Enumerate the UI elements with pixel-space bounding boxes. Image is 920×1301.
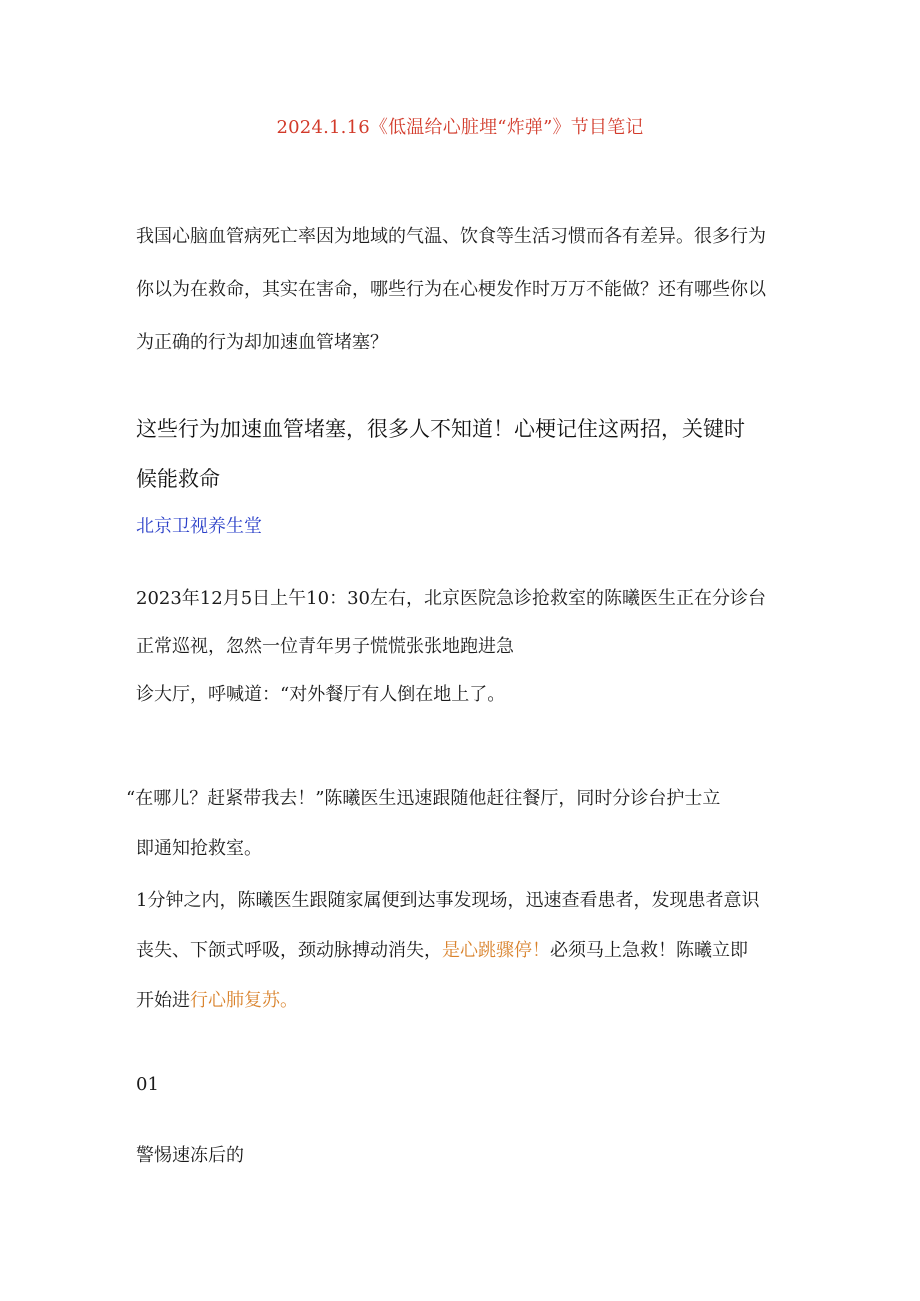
headline-line: 候能救命 xyxy=(136,467,220,491)
intro-line: 为正确的行为却加速血管堵塞？ xyxy=(136,332,388,353)
rescue-line xyxy=(136,926,786,976)
rescue-line: 1分钟之内，陈曦医生跟随家属便到达事发现场，迅速查看患者，发现患者意识 xyxy=(136,890,760,911)
story-paragraph xyxy=(136,575,786,719)
rescue-text: 开始进 xyxy=(136,990,190,1011)
document-title: 2024.1.16《低温给心脏埋“炸弹”》节目笔记 xyxy=(276,117,644,138)
intro-paragraph xyxy=(136,210,786,369)
story-line: 诊大厅，呼喊道：“对外餐厅有人倒在地上了。 xyxy=(136,684,506,705)
section-title: 警惕速冻后的 xyxy=(136,1145,244,1166)
article-headline xyxy=(136,404,796,504)
intro-line: 你以为在救命，其实在害命，哪些行为在心梗发作时万万不能做？还有哪些你以 xyxy=(136,279,766,300)
quote-line: 即通知抢救室。 xyxy=(136,838,262,859)
rescue-paragraph xyxy=(136,876,786,1026)
story-line: 正常巡视，忽然一位青年男子慌慌张张地跑进急 xyxy=(136,636,514,657)
quote-line: “在哪儿？赶紧带我去！”陈曦医生迅速跟随他赶往餐厅，同时分诊台护士立 xyxy=(126,788,721,809)
rescue-text: 丧失、下颌式呼吸，颈动脉搏动消失， xyxy=(136,940,442,961)
rescue-text: 必须马上急救！陈曦立即 xyxy=(550,940,748,961)
rescue-line xyxy=(136,976,786,1026)
source-link[interactable]: 北京卫视养生堂 xyxy=(136,516,262,537)
story-line: 2023年12月5日上午10：30左右，北京医院急诊抢救室的陈曦医生正在分诊台 xyxy=(136,588,766,609)
intro-line: 我国心脑血管病死亡率因为地域的气温、饮食等生活习惯而各有差异。很多行为 xyxy=(136,226,766,247)
highlight-cardiac-arrest: 是心跳骤停！ xyxy=(442,940,550,961)
highlight-cpr: 行心肺复苏。 xyxy=(190,990,298,1011)
section-number: 01 xyxy=(136,1074,159,1095)
headline-line: 这些行为加速血管堵塞，很多人不知道！心梗记住这两招，关键时 xyxy=(136,417,745,441)
quote-paragraph xyxy=(126,774,786,874)
